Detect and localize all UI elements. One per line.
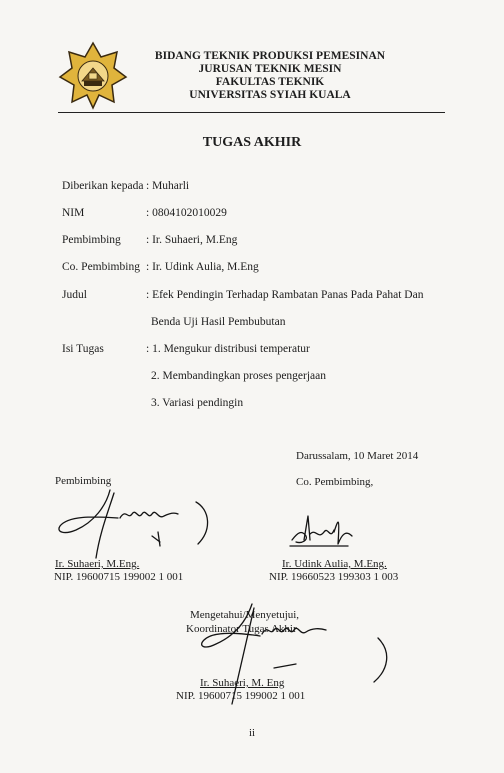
co-pembimbing-nip: NIP. 19660523 199303 1 003 [269,571,399,583]
header-major: JURUSAN TEKNIK MESIN [198,63,342,75]
nim-value: : 0804102010029 [146,207,227,219]
header-divider [58,112,445,113]
header-department: BIDANG TEKNIK PRODUKSI PEMESINAN [154,50,386,62]
approval-line-1: Mengetahui/Menyetujui, [190,609,300,621]
isi-tugas-item-2: 2. Membandingkan proses pengerjaan [151,370,327,382]
co-pembimbing-label: Co. Pembimbing [62,261,140,273]
pembimbing-signature [48,488,223,563]
diberikan-label: Diberikan kepada [62,180,144,192]
judul-label: Judul [62,289,87,301]
pembimbing-nip: NIP. 19600715 199002 1 001 [54,571,184,583]
page-number: ii [248,727,256,739]
co-pembimbing-signature [288,510,358,552]
judul-line-1: : Efek Pendingin Terhadap Rambatan Panas Pada Pahat Dan [146,289,424,301]
pembimbing-value: : Ir. Suhaeri, M.Eng [146,234,238,246]
co-pembimbing-value: : Ir. Udink Aulia, M.Eng [146,261,259,273]
university-seal-icon [58,40,128,110]
pembimbing-role: Pembimbing [55,475,112,487]
co-pembimbing-role: Co. Pembimbing, [296,476,374,488]
coordinator-nip: NIP. 19600715 199002 1 001 [176,690,306,702]
nim-label: NIM [62,207,85,219]
isi-tugas-label: Isi Tugas [62,343,104,355]
co-pembimbing-name: Ir. Udink Aulia, M.Eng. [282,558,387,570]
place-date: Darussalam, 10 Maret 2014 [296,450,419,462]
pembimbing-label: Pembimbing [62,234,121,246]
header-university: UNIVERSITAS SYIAH KUALA [189,89,351,101]
header-faculty: FAKULTAS TEKNIK [215,76,325,88]
judul-line-2: Benda Uji Hasil Pembubutan [151,316,286,328]
isi-tugas-item-1: : 1. Mengukur distribusi temperatur [146,343,310,355]
approval-line-2: Koordinator Tugas Akhir [186,623,297,635]
diberikan-value: : Muharli [146,180,190,192]
isi-tugas-item-3: 3. Variasi pendingin [151,397,244,409]
coordinator-name: Ir. Suhaeri, M. Eng [200,677,285,689]
page-title: TUGAS AKHIR [202,135,302,150]
pembimbing-name: Ir. Suhaeri, M.Eng. [55,558,140,570]
